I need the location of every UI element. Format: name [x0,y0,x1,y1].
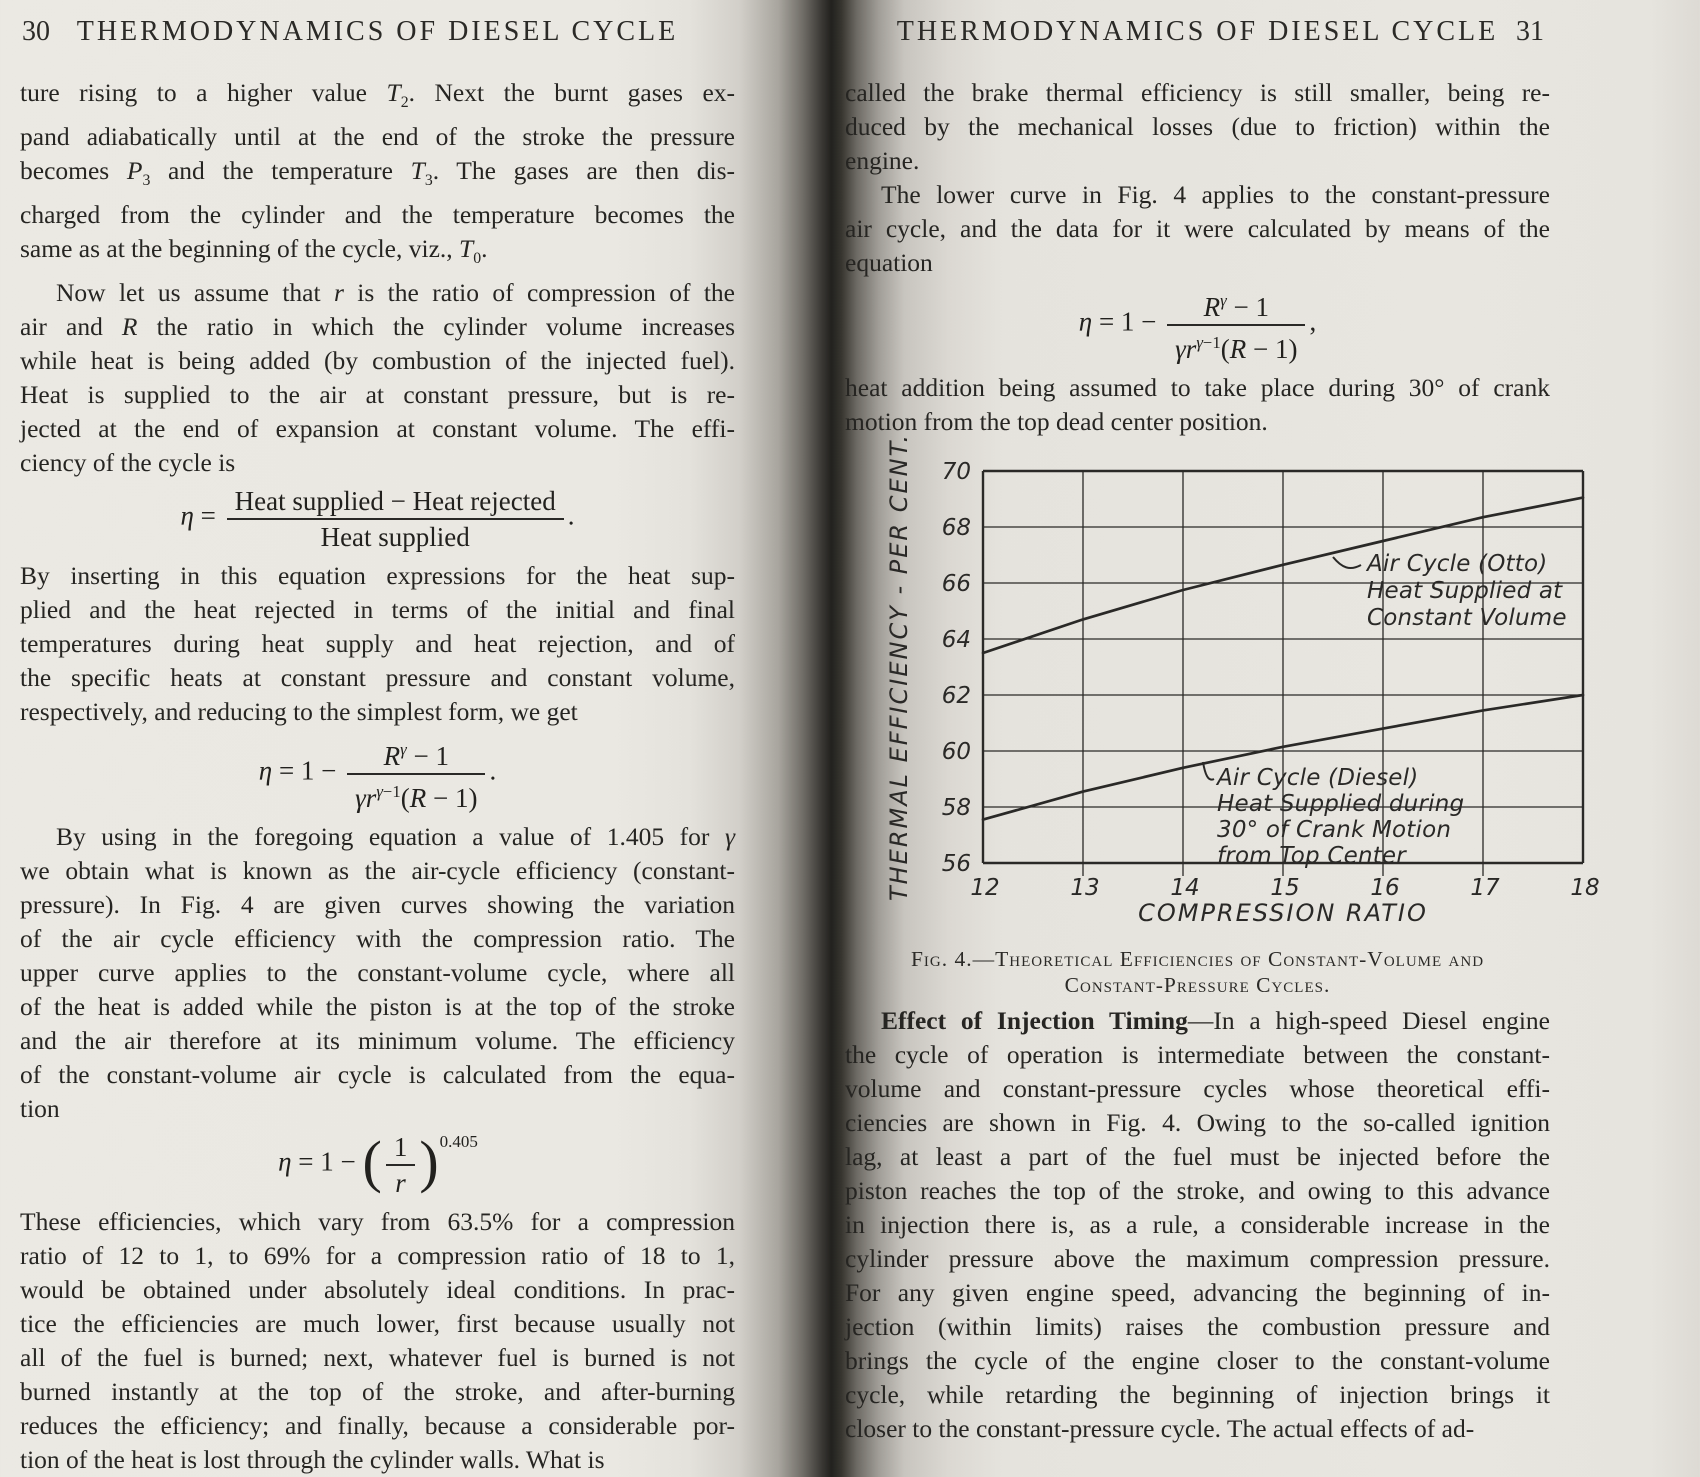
equation-lhs: η = 1 − [278,1146,363,1177]
equation-fraction [347,734,485,813]
equation-denominator: $\gamma r^{\gamma-1}(R - 1)$ [1167,324,1305,364]
text-line: Heat is supplied to the air at constant pressure, but is re- [20,380,735,410]
text-line: the specific heats at constant pressure and constant volume, [20,663,735,693]
figure-4 [845,432,1600,998]
chart-series-label: 30° of Crank Motion [1217,817,1452,843]
text-line: becomes $P_3$ and the temperature $T_3$. The gases are then dis- [20,156,736,190]
equation-eq_efficiency [20,485,735,552]
text-line: The lower curve in Fig. 4 applies to the constant-pressure [881,180,1550,209]
running-head: THERMODYNAMICS OF DIESEL CYCLE [76,16,679,47]
equation-lhs: η = [180,500,223,531]
open-paren-glyph: ( [362,1128,382,1194]
text-line: By using in the foregoing equation a value of 1.405 for γ [56,822,735,852]
chart-ytick-label: 62 [941,683,971,709]
text-line: tion [20,1094,60,1124]
chart-series-label: Heat Supplied at [1367,578,1563,604]
chart-ytick-label: 58 [941,795,971,821]
chart-ytick-label: 68 [941,515,971,541]
text-line: in injection there is, as a rule, a considerable increase in the [845,1210,1550,1239]
text-line: the cycle of operation is intermediate between the constant- [845,1040,1550,1069]
paragraph [845,1004,1550,1446]
equation-denominator: Heat supplied [227,518,564,552]
equation-punctuation: . [567,500,575,531]
page-31 [845,0,1700,1443]
text-line: air cycle, and the data for it were calculated by means of the [845,214,1550,243]
text-line: while heat is being added (by combustion of the injected fuel). [20,346,735,376]
chart-series-label: from Top Center [1217,843,1406,869]
chart-series-label: Air Cycle (Diesel) [1217,765,1419,791]
figure-caption-line: Fig. 4.—Theoretical Efficiencies of Constant-Volume and [910,947,1485,971]
text-line: same as at the beginning of the cycle, viz., $T_0$. [20,234,488,268]
text-line: ciency of the cycle is [20,448,236,478]
text-line: reduces the efficiency; and finally, because a considerable por- [20,1411,735,1441]
figure-caption-line: Constant-Pressure Cycles. [1064,973,1331,997]
chart-xtick-label: 18 [1570,875,1600,901]
text-line: lag, at least a part of the fuel must be injected before the [845,1142,1550,1171]
text-line: Effect of Injection Timing—In a high-speed Diesel engine [881,1006,1550,1035]
paragraph [20,820,735,1126]
text-line: For any given engine speed, advancing the beginning of in- [845,1278,1550,1307]
page-30 [0,0,777,1475]
chart-ytick-label: 56 [941,851,971,877]
text-line: brings the cycle of the engine closer to the constant-volume [845,1346,1550,1375]
text-line: temperatures during heat supply and heat rejection, and of [20,629,735,659]
text-line: would be obtained under absolutely ideal conditions. In prac- [20,1275,735,1305]
equation-denominator: r [386,1164,416,1198]
figure-caption [858,946,1538,998]
equation-punctuation: . [489,755,497,786]
equation-lhs: η = 1 − [258,755,344,786]
text-line: pand adiabatically until at the end of the stroke the pressure [20,122,735,152]
text-line: air and R the ratio in which the cylinder volume increases [20,312,735,342]
paragraph [20,1205,735,1477]
text-line: we obtain what is known as the air-cycle efficiency (constant- [20,856,735,886]
text-line: duced by the mechanical losses (due to friction) within the [845,112,1550,141]
text-line: all of the fuel is burned; next, whatever fuel is burned is not [20,1343,735,1373]
equation-eq_diesel_right [845,285,1550,364]
equation-eq_diesel_left [20,734,735,813]
text-line: charged from the cylinder and the temperature becomes the [20,200,735,230]
text-line: closer to the constant-pressure cycle. The actual effects of ad- [845,1414,1475,1443]
equation-fraction [386,1131,416,1198]
equation-fraction [1167,285,1305,364]
text-line: equation [845,248,933,277]
text-line: piston reaches the top of the stroke, and owing to this advance [845,1176,1550,1205]
equation-numerator: Heat supplied − Heat rejected [234,486,556,517]
text-line: pressure). In Fig. 4 are given curves showing the variation [20,890,735,920]
text-line: of the air cycle efficiency with the compression ratio. The [20,924,735,954]
equation-eq_otto [20,1128,735,1199]
text-line: These efficiencies, which vary from 63.5% for a compression [20,1207,735,1237]
chart-x-axis-title: COMPRESSION RATIO [1138,899,1428,927]
equation-numerator: 1 [393,1132,408,1163]
text-line: motion from the top dead center position. [845,407,1268,436]
text-line: respectively, and reducing to the simplest form, we get [20,697,578,727]
page-body [20,76,735,1477]
paragraph [845,76,1550,178]
text-line: ciencies are shown in Fig. 4. Owing to the so-called ignition [845,1108,1550,1137]
chart-leader-diesel [1203,762,1214,780]
page-header [845,16,1550,52]
chart-xtick-label: 17 [1470,875,1500,901]
text-line: By inserting in this equation expressions for the heat sup- [20,561,735,591]
chart-ytick-label: 66 [941,571,971,597]
text-line: cylinder pressure above the maximum compression pressure. [845,1244,1550,1273]
chart-series-label: Air Cycle (Otto) [1367,551,1548,577]
chart-xtick-label: 15 [1270,875,1300,901]
text-line: and the air therefore at its minimum volume. The efficiency [20,1026,735,1056]
equation-lhs: η = 1 − [1078,306,1164,337]
fig4-chart-area [845,432,1605,940]
text-line: of the heat is added while the piston is at the top of the stroke [20,992,735,1022]
text-line: cycle, while retarding the beginning of injection brings it [845,1380,1550,1409]
page-header [20,16,735,52]
page-number: 31 [1516,16,1544,47]
text-line: Now let us assume that r is the ratio of compression of the [56,278,735,308]
equation-fraction [227,485,564,552]
running-head: THERMODYNAMICS OF DIESEL CYCLE [896,16,1499,47]
text-line: engine. [845,146,920,175]
paragraph [20,276,735,480]
equation-denominator: $\gamma r^{\gamma-1}(R - 1)$ [347,773,485,813]
chart-xtick-label: 14 [1170,875,1200,901]
paragraph [845,371,1550,439]
page-number: 30 [22,16,50,47]
chart-series-label: Constant Volume [1367,605,1567,631]
fig4-chart [845,432,1605,931]
chart-ytick-label: 64 [941,627,971,653]
text-line: tion of the heat is lost through the cylinder walls. What is [20,1445,605,1475]
chart-xtick-label: 16 [1370,875,1400,901]
equation-numerator: $R^\gamma - 1$ [383,740,449,772]
page-body [845,76,1600,1446]
text-line: called the brake thermal efficiency is still smaller, being re- [845,78,1550,107]
equation-numerator: $R^\gamma - 1$ [1203,291,1269,322]
text-line: upper curve applies to the constant-volume cycle, where all [20,958,735,988]
text-line: jection (within limits) raises the combustion pressure and [845,1312,1550,1341]
text-line: volume and constant-pressure cycles whose theoretical effi- [845,1074,1550,1103]
text-line: of the constant-volume air cycle is calculated from the equa- [20,1060,735,1090]
text-line: ture rising to a higher value $T_2$. Next the burnt gases ex- [20,78,736,112]
chart-y-axis-title: THERMAL EFFICIENCY - PER CENT. [885,432,913,902]
equation-punctuation: , [1309,306,1317,337]
chart-xtick-label: 13 [1070,875,1100,901]
close-paren-glyph: ) [419,1128,439,1194]
chart-ytick-label: 60 [941,739,971,765]
chart-series-label: Heat Supplied during [1217,791,1465,817]
text-line: tice the efficiencies are much lower, first because usually not [20,1309,735,1339]
chart-ytick-label: 70 [941,459,971,485]
text-line: heat addition being assumed to take place during 30° of crank [845,373,1550,402]
text-line: burned instantly at the top of the stroke, and after-burning [20,1377,735,1407]
text-line: jected at the end of expansion at constant volume. The effi- [20,414,735,444]
chart-leader-otto [1333,557,1361,568]
paragraph [20,559,735,729]
paragraph [845,178,1550,280]
text-line: ratio of 12 to 1, to 69% for a compression ratio of 18 to 1, [20,1241,735,1271]
paragraph [20,76,735,276]
equation-exponent: 0.405 [439,1131,478,1151]
chart-xtick-label: 12 [970,875,1000,901]
text-line: plied and the heat rejected in terms of the initial and final [20,595,735,625]
